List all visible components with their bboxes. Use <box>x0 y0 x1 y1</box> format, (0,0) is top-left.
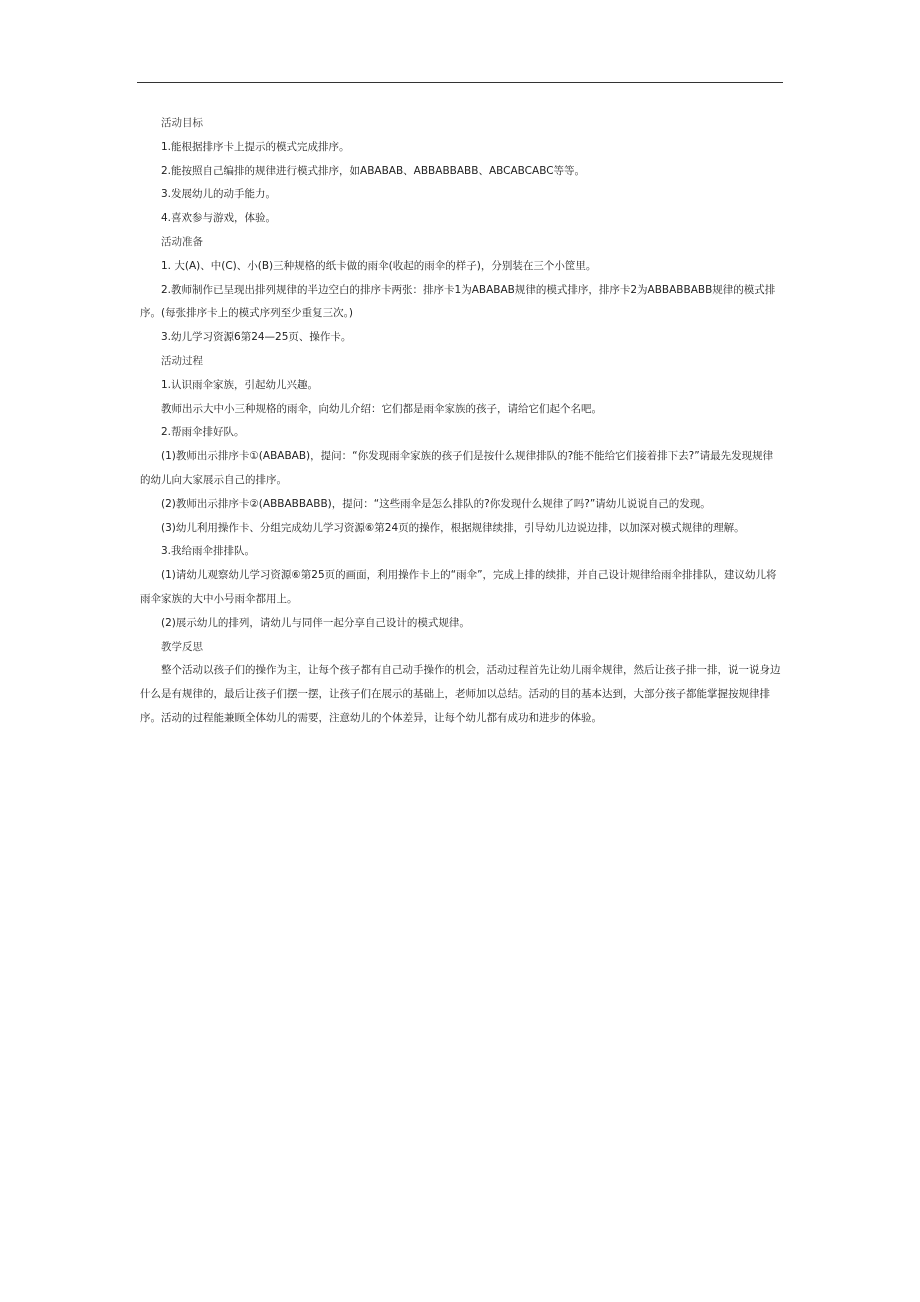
section-heading: 活动过程 <box>161 354 203 367</box>
header-rule <box>137 82 783 83</box>
paragraph: 3.我给雨伞排排队。 <box>161 545 256 558</box>
paragraph: 整个活动以孩子们的操作为主，让每个孩子都有自己动手操作的机会，活动过程首先让幼儿雨伞规律，然后让孩子排一排，说一说身边什么是有规律的，最后让孩子们摆一摆，让孩子们在展示的基础上，老师加以总结。活动的目的基本达到，大部分孩子都能掌握按规律排序。活动的过程能兼顾全体幼儿的需要，注意幼儿的个体差异，让每个幼儿都有成功和进步的体验。 <box>140 664 781 724</box>
section-heading: 活动准备 <box>161 235 203 248</box>
section-heading: 教学反思 <box>161 640 203 653</box>
paragraph: 2.帮雨伞排好队。 <box>161 426 245 439</box>
paragraph: 2.能按照自己编排的规律进行模式排序，如ABABAB、ABBABBABB、ABCABCABC等等。 <box>161 164 586 177</box>
paragraph: 2.教师制作已呈现出排列规律的半边空白的排序卡两张：排序卡1为ABABAB规律的模式排序，排序卡2为ABBABBABB规律的模式排序。(每张排序卡上的模式序列至少重复三次。) <box>140 283 776 320</box>
paragraph: 3.幼儿学习资源6第24—25页、操作卡。 <box>161 331 352 344</box>
paragraph: 1.能根据排序卡上提示的模式完成排序。 <box>161 140 350 153</box>
paragraph: (2)教师出示排序卡②(ABBABBABB)，提问：“这些雨伞是怎么排队的?你发现什么规律了吗?”请幼儿说说自己的发现。 <box>161 497 711 510</box>
paragraph: (1)教师出示排序卡①(ABABAB)，提问：“你发现雨伞家族的孩子们是按什么规律排队的?能不能给它们接着排下去?”请最先发现规律的幼儿向大家展示自己的排序。 <box>140 450 774 486</box>
paragraph: 3.发展幼儿的动手能力。 <box>161 188 277 201</box>
paragraph: (2)展示幼儿的排列，请幼儿与同伴一起分享自己设计的模式规律。 <box>161 616 470 629</box>
paragraph: (1)请幼儿观察幼儿学习资源⑥第25页的画面，利用操作卡上的“雨伞”，完成上排的续排，并自己设计规律给雨伞排排队，建议幼儿将雨伞家族的大中小号雨伞都用上。 <box>140 569 777 605</box>
paragraph: 教师出示大中小三种规格的雨伞，向幼儿介绍：它们都是雨伞家族的孩子，请给它们起个名吧。 <box>161 402 602 415</box>
paragraph: (3)幼儿利用操作卡、分组完成幼儿学习资源⑥第24页的操作，根据规律续排，引导幼儿边说边排，以加深对模式规律的理解。 <box>161 521 745 534</box>
paragraph: 1.认识雨伞家族，引起幼儿兴趣。 <box>161 378 319 391</box>
document-body <box>140 112 782 731</box>
paragraph: 1. 大(A)、中(C)、小(B)三种规格的纸卡做的雨伞(收起的雨伞的样子)，分别装在三个小筐里。 <box>161 259 597 272</box>
section-heading: 活动目标 <box>161 117 203 129</box>
paragraph: 4.喜欢参与游戏，体验。 <box>161 212 277 225</box>
